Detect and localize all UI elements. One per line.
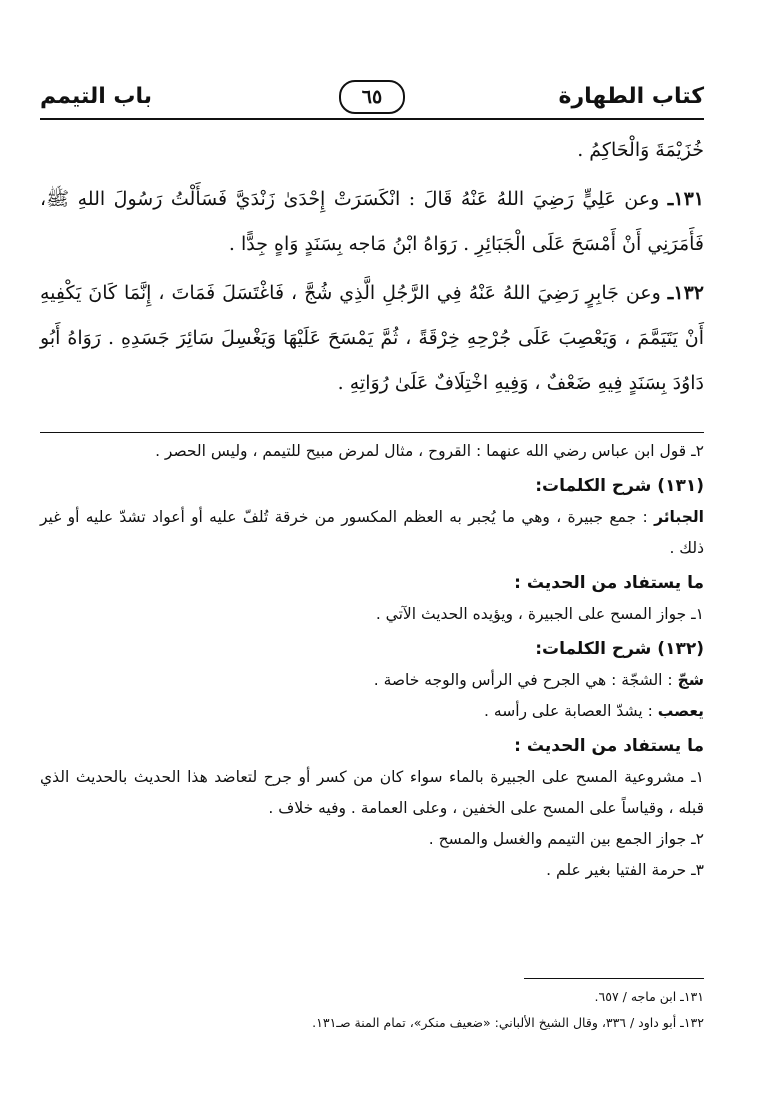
benefit-132-2: ٢ـ جواز الجمع بين التيمم والغسل والمسح . (428, 830, 704, 848)
definition-jabair-text: : جمع جبيرة ، وهي ما يُجبر به العظم المكسور من خرقة تُلفّ عليه أو أعواد تشدّ عليه أو غير ذلك . (40, 508, 704, 557)
hadith-text (40, 128, 704, 410)
commentary (40, 436, 704, 886)
benefit-132-3: ٣ـ حرمة الفتيا بغير علم . (546, 861, 704, 879)
hadith-131-text: وعن عَلِيٍّ رَضِيَ اللهُ عَنْهُ قَالَ : انْكَسَرَتْ إِحْدَىٰ زَنْدَيَّ فَسَأَلْتُ رَسُولَ اللهِ ﷺ، فَأَمَرَنِي أَنْ أَمْسَحَ عَلَى الْجَبَائِرِ . رَوَاهُ ابْنُ مَاجه بِسَنَدٍ وَاهٍ جِدًّا . (40, 188, 704, 255)
footnote-132: ١٣٢ـ أبو داود / ٣٣٦، وقال الشيخ الألباني: «ضعيف منكر»، تمام المنة صـ١٣١. (312, 1015, 704, 1030)
term-yasib: يعصب (657, 702, 704, 720)
hadith-132 (40, 271, 704, 406)
continuation-line: خُزَيْمَةَ وَالْحَاكِمُ . (577, 139, 704, 161)
page-number: ٦٥ (339, 80, 405, 114)
definition-yasib (40, 696, 704, 727)
footnote-131: ١٣١ـ ابن ماجه / ٦٥٧. (594, 989, 704, 1004)
definition-jabair (40, 502, 704, 564)
benefit-132-1: ١ـ مشروعية المسح على الجبيرة بالماء سواء كان من كسر أو جرح لتعاضد هذا الحديث بالحديث الذي قبله ، وقياساً على المسح على الخفين ، وعلى العمامة . وفيه خلاف . (40, 768, 704, 817)
section-132-words: (١٣٢) شرح الكلمات: (535, 639, 704, 659)
hadith-131 (40, 177, 704, 267)
hadith-number-132: ١٣٢ـ (667, 282, 704, 304)
hadith-132-text: وعن جَابِرٍ رَضِيَ اللهُ عَنْهُ فِي الرَّجُلِ الَّذِي شُجَّ ، فَاغْتَسَلَ فَمَاتَ ، إِنَّمَا كَانَ يَكْفِيهِ أَنْ يَتَيَمَّمَ ، وَيَعْصِبَ عَلَى جُرْحِهِ خِرْقَةً ، ثُمَّ يَمْسَحَ عَلَيْهَا وَيَغْسِلَ سَائِرَ جَسَدِهِ . رَوَاهُ أَبُو دَاوُدَ بِسَنَدٍ فِيهِ ضَعْفٌ ، وَفِيهِ اخْتِلَافٌ عَلَىٰ رُوَاتِهِ . (40, 282, 704, 394)
definition-shujja (40, 665, 704, 696)
definition-yasib-text: : يشدّ العصابة على رأسه . (484, 702, 653, 720)
term-shujja: شجّ (677, 671, 704, 689)
commentary-separator (40, 432, 704, 433)
chapter-title: باب التيمم (40, 84, 153, 109)
book-title: كتاب الطهارة (558, 84, 704, 109)
note-2: ٢ـ قول ابن عباس رضي الله عنهما : القروح ، مثال لمرض مبيح للتيمم ، وليس الحصر . (155, 442, 704, 460)
benefit-131-1: ١ـ جواز المسح على الجبيرة ، ويؤيده الحديث الآتي . (375, 605, 704, 623)
header-rule (40, 118, 704, 120)
definition-shujja-text: : الشجّة : هي الجرح في الرأس والوجه خاصة . (373, 671, 673, 689)
section-131-benefits: ما يستفاد من الحديث : (514, 573, 704, 593)
page-header (40, 78, 704, 118)
footnote-rule (524, 978, 704, 979)
section-131-words: (١٣١) شرح الكلمات: (535, 476, 704, 496)
hadith-number-131: ١٣١ـ (667, 188, 704, 210)
term-jabair: الجبائر (654, 508, 704, 526)
section-132-benefits: ما يستفاد من الحديث : (514, 736, 704, 756)
footnotes (40, 984, 704, 1036)
